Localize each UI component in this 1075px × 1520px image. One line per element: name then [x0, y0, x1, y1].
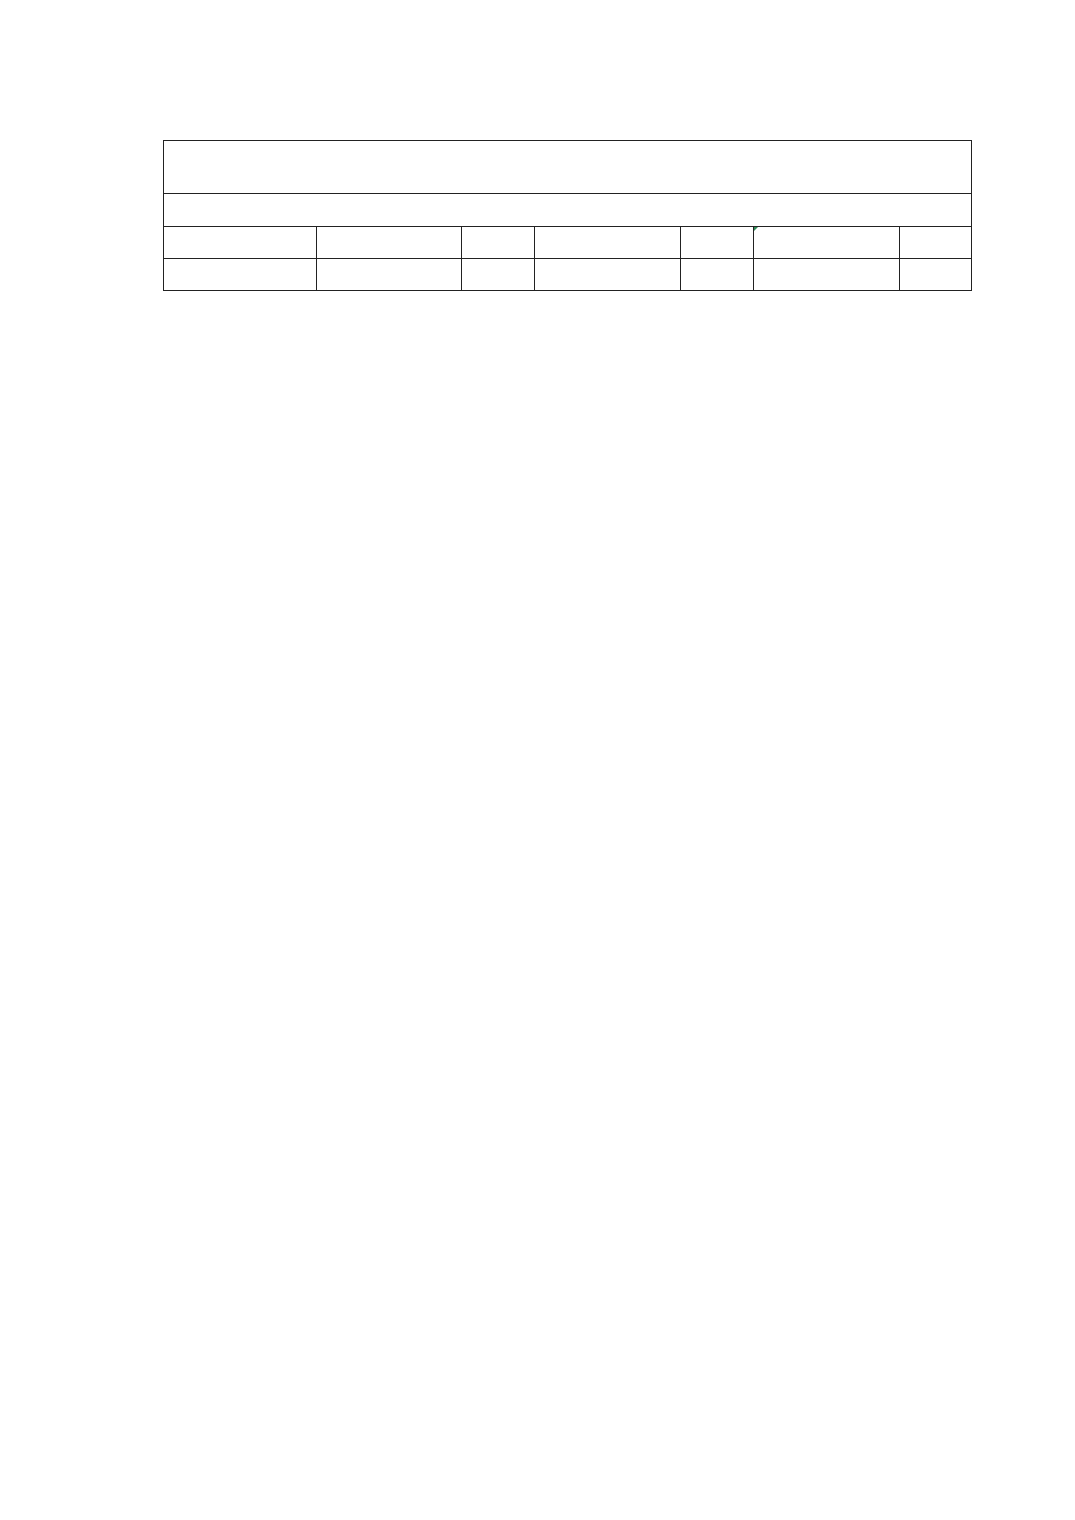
- contact-label: [681, 259, 754, 291]
- form-title: [164, 141, 972, 194]
- status-text: [164, 194, 972, 227]
- phone-label: [900, 259, 972, 291]
- project-code-label: [462, 227, 535, 259]
- contact-value: [754, 259, 900, 291]
- office-label: [462, 259, 535, 291]
- project-code-value: [535, 227, 681, 259]
- office-value: [535, 259, 681, 291]
- dept-label: [164, 259, 317, 291]
- self-score-label: [681, 227, 754, 259]
- dept-value: [317, 259, 462, 291]
- empty-cell: [900, 227, 972, 259]
- self-evaluation-table: [163, 140, 972, 291]
- project-name-label: [164, 227, 317, 259]
- project-name-value: [317, 227, 462, 259]
- self-score-value: [754, 227, 900, 259]
